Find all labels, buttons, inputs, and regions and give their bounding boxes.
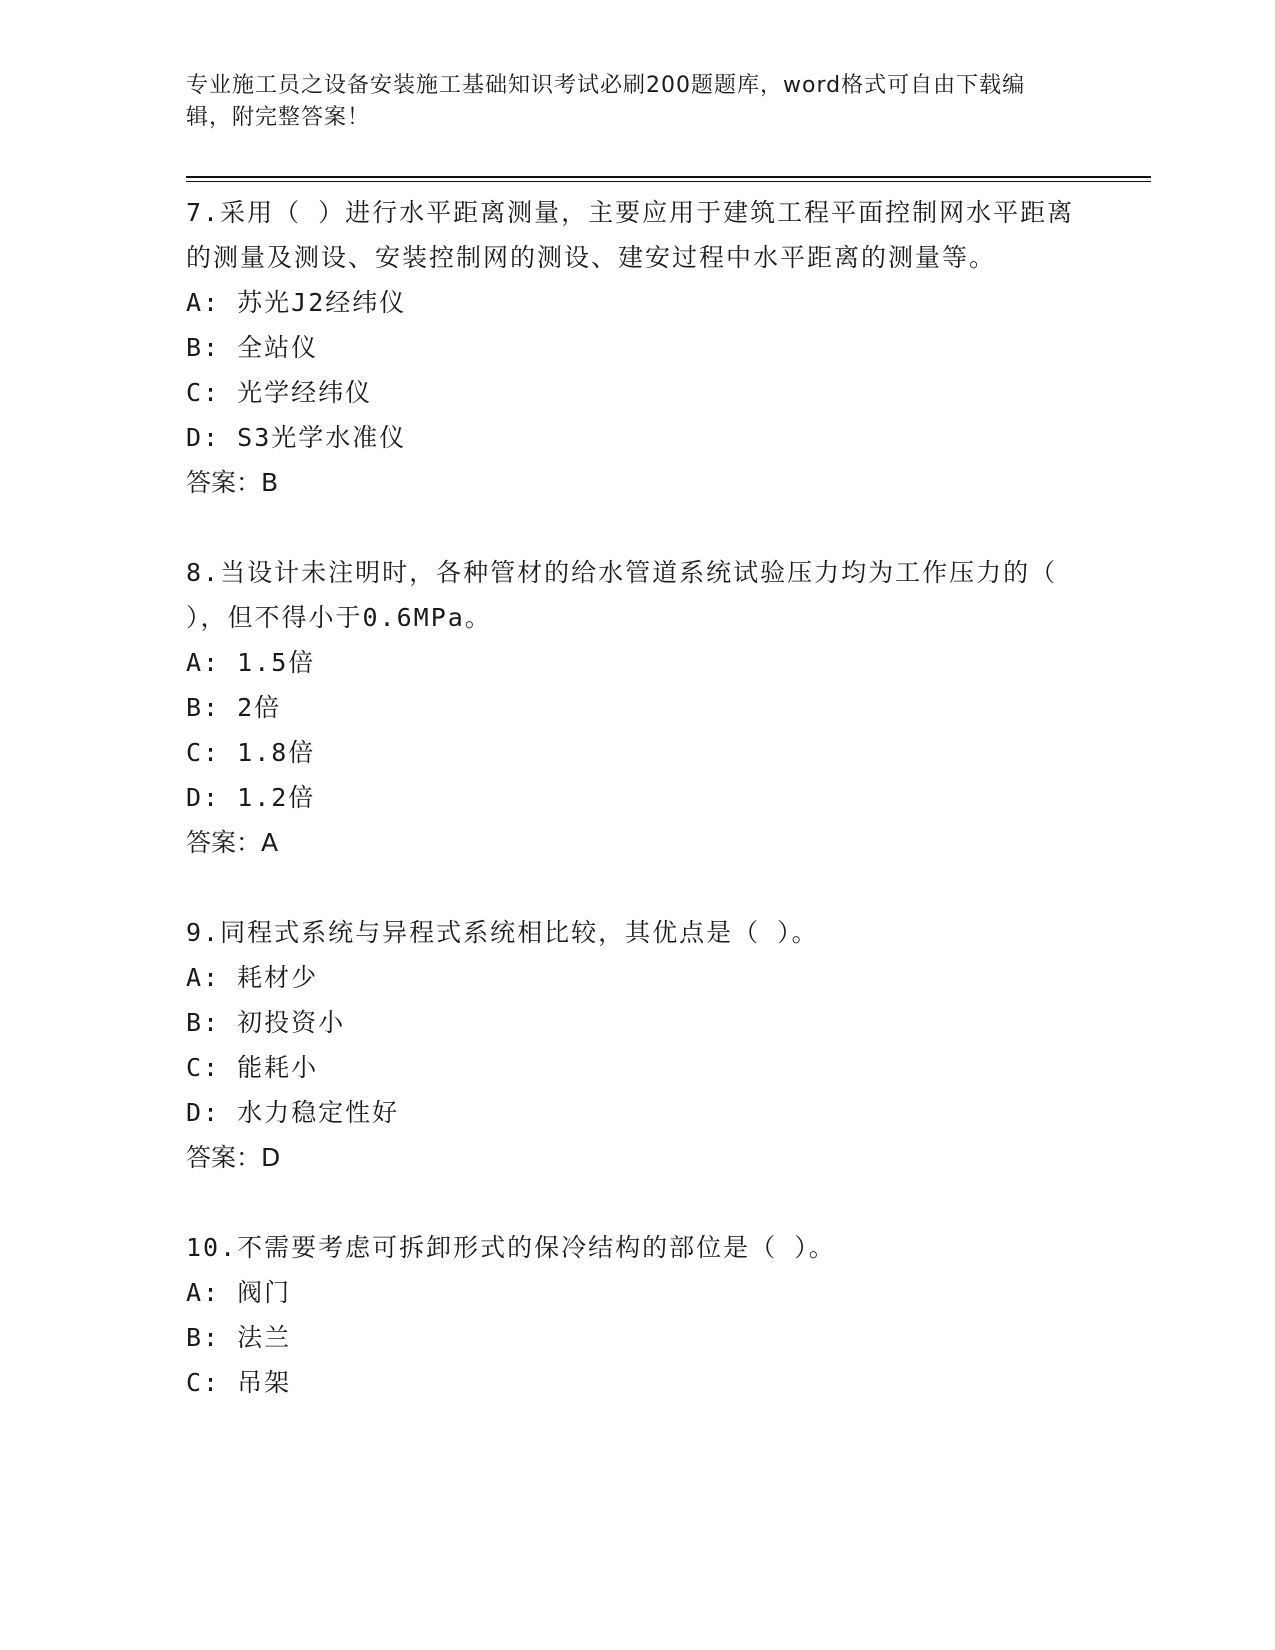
option-d: D: 水力稳定性好 — [186, 1098, 400, 1127]
option-c: C: 光学经纬仪 — [186, 378, 373, 407]
answer-line: 答案：A — [186, 828, 279, 857]
option-b: B: 2倍 — [186, 693, 282, 722]
question-7 — [186, 190, 1076, 505]
option-a: A: 耗材少 — [186, 963, 319, 992]
option-a: A: 苏光J2经纬仪 — [186, 288, 407, 317]
option-c: C: 能耗小 — [186, 1053, 319, 1082]
option-c: C: 1.8倍 — [186, 738, 316, 767]
question-8 — [186, 550, 1076, 865]
answer-line: 答案：D — [186, 1143, 281, 1172]
option-a: A: 阀门 — [186, 1278, 292, 1307]
question-stem: 10.不需要考虑可拆卸形式的保冷结构的部位是（ ）。 — [186, 1233, 836, 1262]
document-header: 专业施工员之设备安装施工基础知识考试必刷200题题库，word格式可自由下载编辑，附完整答案！ — [186, 73, 1026, 130]
question-9 — [186, 910, 1076, 1180]
header-rule-top — [186, 176, 1151, 178]
question-stem: 9.同程式系统与异程式系统相比较，其优点是（ ）。 — [186, 918, 819, 947]
option-c: C: 吊架 — [186, 1368, 292, 1397]
option-d: D: 1.2倍 — [186, 783, 316, 812]
option-b: B: 初投资小 — [186, 1008, 346, 1037]
question-10 — [186, 1225, 1076, 1405]
option-d: D: S3光学水准仪 — [186, 423, 407, 452]
question-stem: 8.当设计未注明时，各种管材的给水管道系统试验压力均为工作压力的（ ），但不得小于0.6MPa。 — [186, 558, 1058, 632]
answer-line: 答案：B — [186, 468, 279, 497]
question-stem: 7.采用（ ）进行水平距离测量，主要应用于建筑工程平面控制网水平距离的测量及测设、安装控制网的测设、建安过程中水平距离的测量等。 — [186, 198, 1075, 272]
option-a: A: 1.5倍 — [186, 648, 316, 677]
header-rule-bottom — [186, 181, 1151, 182]
option-b: B: 法兰 — [186, 1323, 292, 1352]
option-b: B: 全站仪 — [186, 333, 319, 362]
question-list — [186, 190, 1076, 1450]
